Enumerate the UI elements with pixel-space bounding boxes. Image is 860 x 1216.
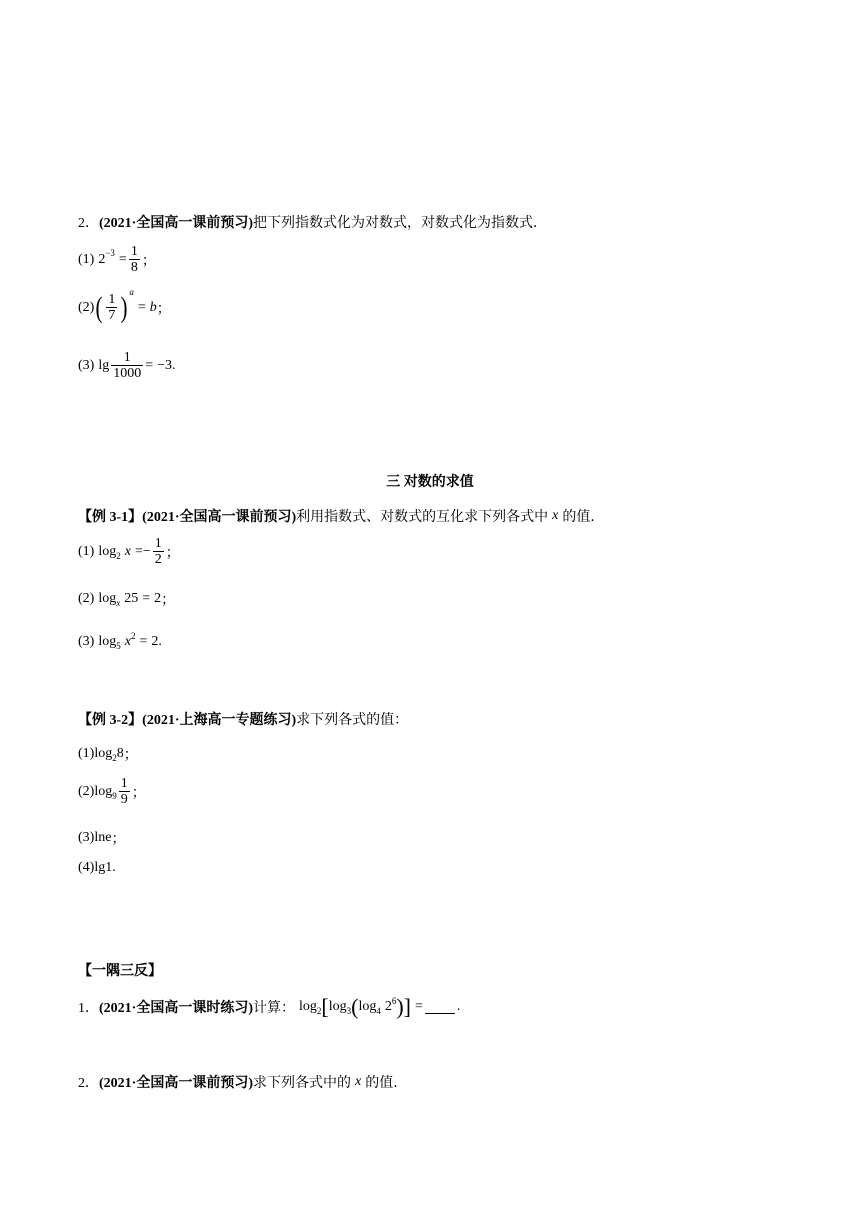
- example-3-1-item-2: [78, 589, 175, 609]
- item-index: (4): [78, 860, 95, 875]
- equals-sign: =: [145, 357, 154, 373]
- left-bracket: [: [321, 994, 329, 1019]
- log-base: 2: [316, 1006, 322, 1016]
- fraction: [111, 350, 143, 382]
- example-3-1-prompt: [78, 506, 604, 526]
- example-source: (2021·上海高一专题练习): [142, 713, 297, 728]
- item-end: ；: [111, 832, 126, 847]
- log-base: 5: [116, 641, 121, 651]
- log-base: 3: [346, 1006, 352, 1016]
- item-index: (2): [78, 591, 95, 606]
- item-index: (3): [78, 634, 95, 649]
- example-3-2-item-3: [78, 828, 125, 848]
- log-function: log: [299, 999, 317, 1014]
- fraction: [153, 536, 164, 568]
- expression: lne: [94, 830, 112, 845]
- problem-text: 把下列指数式化为对数式，对数式化为指数式．: [253, 216, 547, 231]
- log-function: log: [98, 634, 117, 649]
- variable: x: [552, 508, 559, 523]
- example-3-2-item-4: [78, 860, 116, 876]
- item-end: .: [456, 999, 461, 1014]
- rhs-value: −3: [157, 357, 173, 373]
- item-index: (1): [78, 746, 95, 761]
- answer-blank[interactable]: [425, 1001, 455, 1014]
- fraction-numerator: 1: [108, 292, 116, 307]
- example-3-2-prompt: [78, 709, 408, 729]
- log-function: log: [328, 999, 347, 1014]
- log-base: 2: [116, 550, 121, 561]
- log-base: 2: [112, 753, 117, 763]
- log-function: log: [94, 746, 113, 761]
- log-function: log: [98, 591, 117, 606]
- fraction-numerator: 1: [154, 536, 162, 551]
- fraction-numerator: 1: [130, 244, 138, 259]
- item-end: .: [158, 634, 162, 649]
- section-title: 三 对数的求值: [386, 475, 474, 490]
- problem-2-prompt: [78, 212, 547, 232]
- variable-exponent: 2: [130, 631, 136, 641]
- fraction-denominator: 7: [108, 308, 116, 324]
- practice-heading: 【一隅三反】: [78, 964, 162, 979]
- problem-text-end: 的值．: [365, 1076, 408, 1091]
- fraction-denominator: 2: [154, 552, 162, 568]
- item-end: ；: [131, 785, 146, 801]
- power-exponent: 6: [391, 996, 397, 1006]
- example-3-2-item-1: [78, 744, 138, 764]
- item-index: (3): [78, 830, 95, 845]
- left-paren: (: [351, 994, 359, 1019]
- example-text-end: 的值．: [562, 510, 605, 525]
- item-end: .: [172, 357, 176, 373]
- problem-2-item-2: [78, 286, 171, 324]
- item-index: (1): [78, 543, 95, 559]
- problem-source: (2021·全国高一课前预习): [99, 1076, 253, 1091]
- example-text: 求下列各式的值：: [296, 713, 409, 728]
- rhs-value: b: [149, 299, 157, 315]
- example-tag: 【例 3-1】: [78, 510, 143, 525]
- fraction: [119, 776, 130, 808]
- log-function: log: [98, 543, 117, 559]
- variable: x: [124, 634, 131, 649]
- example-3-1-item-1: [78, 536, 180, 568]
- problem-2-item-1: [78, 244, 156, 276]
- problem-text: 求下列各式中的: [253, 1076, 351, 1091]
- example-3-2-item-2: [78, 776, 146, 808]
- power-base: 2: [98, 251, 106, 267]
- problem-number: 1．: [78, 1001, 99, 1016]
- right-paren: ): [396, 994, 404, 1019]
- rhs-value: 2: [154, 591, 162, 606]
- item-end: ；: [141, 253, 156, 269]
- example-3-1-item-3: [78, 631, 162, 651]
- right-bracket: ]: [403, 994, 411, 1019]
- variable: x: [124, 543, 131, 559]
- equals-sign: =: [118, 251, 127, 267]
- item-index: (3): [78, 357, 95, 373]
- practice-problem-2: [78, 1072, 407, 1092]
- power-exponent: −3: [105, 247, 115, 258]
- item-end: ；: [165, 545, 180, 561]
- equals-sign: =: [142, 591, 151, 606]
- fraction-denominator: 8: [130, 260, 138, 276]
- problem-number: 2．: [78, 1076, 99, 1091]
- problem-source: (2021·全国高一课前预习): [99, 216, 253, 231]
- log-base: 9: [112, 790, 117, 801]
- fraction-denominator: 1000: [113, 366, 142, 382]
- power-exponent: a: [129, 286, 134, 297]
- problem-text: 计算：: [253, 1001, 295, 1016]
- fraction-denominator: 9: [120, 792, 128, 808]
- power-base: 2: [384, 999, 392, 1014]
- equals-sign: =: [134, 543, 143, 559]
- log-base: x: [116, 598, 121, 608]
- example-text: 利用指数式、对数式的互化求下列各式中: [296, 510, 549, 525]
- equals-sign: =: [137, 299, 146, 315]
- variable: x: [355, 1074, 362, 1089]
- fraction: [129, 244, 140, 276]
- right-paren: ): [120, 290, 128, 324]
- item-index: (2): [78, 299, 95, 315]
- item-index: (1): [78, 251, 95, 267]
- expression: lg1: [94, 860, 113, 875]
- equals-sign: =: [414, 999, 423, 1014]
- item-end: ；: [156, 301, 171, 317]
- item-end: .: [112, 860, 116, 875]
- log-function: log: [358, 999, 377, 1014]
- rhs-value: 2: [151, 634, 159, 649]
- item-index: (2): [78, 783, 95, 799]
- item-end: ；: [161, 593, 176, 608]
- problem-number: 2．: [78, 216, 99, 231]
- item-end: ；: [123, 748, 138, 763]
- equals-sign: =: [139, 634, 148, 649]
- fraction: [106, 292, 117, 324]
- fraction-numerator: 1: [123, 350, 131, 365]
- fraction-numerator: 1: [120, 776, 128, 791]
- practice-problem-1: [78, 996, 460, 1018]
- log-argument: 8: [116, 746, 124, 761]
- minus-sign: −: [142, 543, 151, 559]
- example-source: (2021·全国高一课前预习): [142, 510, 297, 525]
- problem-2-item-3: [78, 350, 176, 382]
- left-paren: (: [95, 290, 103, 324]
- log-argument: 25: [124, 591, 139, 606]
- problem-source: (2021·全国高一课时练习): [99, 1001, 253, 1016]
- example-tag: 【例 3-2】: [78, 713, 143, 728]
- log-base: 4: [376, 1006, 381, 1016]
- log-function: log: [94, 783, 113, 799]
- log-function: lg: [98, 357, 110, 373]
